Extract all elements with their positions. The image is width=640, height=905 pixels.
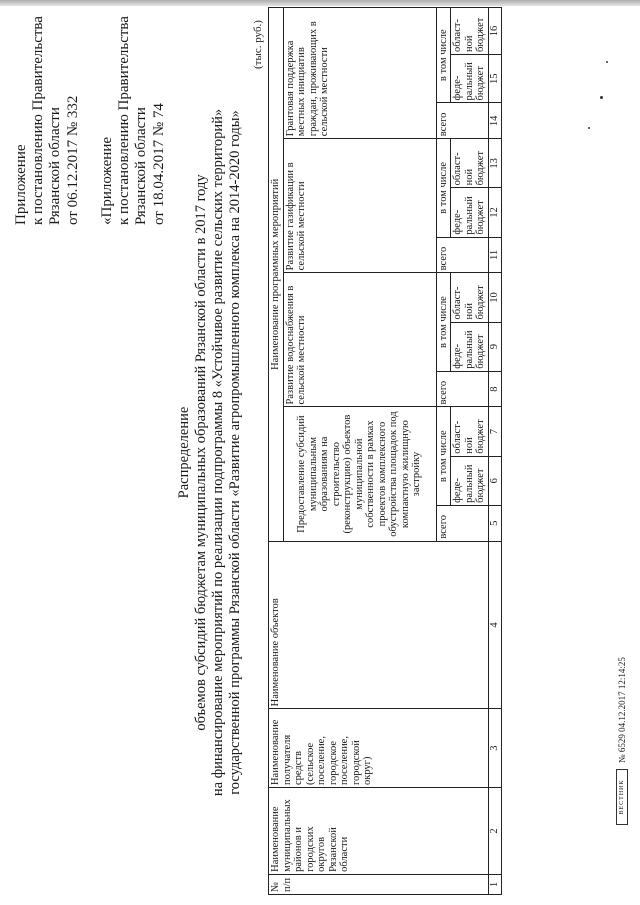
column-number: 8 <box>488 371 501 407</box>
col-header-including: в том числе <box>436 139 451 237</box>
document-subtitle: государственной программы Рязанской области «Развитие агропромышленного комплекса на 2014-2020 годы» <box>227 110 243 795</box>
column-number: 7 <box>488 407 501 456</box>
col-header-total: всего <box>436 505 488 541</box>
column-number-row <box>488 8 501 895</box>
column-number: 10 <box>488 273 501 322</box>
document-subtitle: на финансирование мероприятий по реализации подпрограммы 8 «Устойчивое развитие сельских территорий» <box>210 108 226 797</box>
appendix-line: к постановлению Правительства <box>116 16 132 225</box>
col-header-federal: феде-ральный бюджет <box>451 322 489 371</box>
subsidy-table <box>268 7 502 895</box>
col-header-recipient: Наименование получателя средств (сельское поселение, городское поселение, городской округ) <box>269 709 489 788</box>
column-number: 3 <box>488 709 501 788</box>
col-header-federal: феде-ральный бюджет <box>451 188 489 237</box>
col-header-including: в том числе <box>436 407 451 505</box>
group-header-gas: Развитие газификации в сельской местности <box>283 139 436 273</box>
col-header-district: Наименование муниципальных районов и городских округов Рязанской области <box>269 788 489 875</box>
col-header-objects: Наименование объектов <box>269 541 489 709</box>
column-number: 2 <box>488 788 501 875</box>
document-title: Распределение <box>176 406 192 499</box>
column-number: 5 <box>488 505 501 541</box>
col-header-including: в том числе <box>436 8 451 103</box>
col-header-regional: област-ной бюджет <box>451 407 489 456</box>
column-number: 13 <box>488 139 501 188</box>
column-number: 15 <box>488 55 501 103</box>
col-header-program: Наименование программных мероприятий <box>269 8 284 542</box>
col-header-regional: област-ной бюджет <box>451 8 489 55</box>
column-number: 12 <box>488 188 501 237</box>
group-header-grants: Грантовая поддержка местных инициатив граждан, проживающих в сельской местности <box>283 8 436 139</box>
col-header-regional: област-ной бюджет <box>451 273 489 322</box>
column-number: 11 <box>488 237 501 273</box>
col-header-including: в том числе <box>436 273 451 371</box>
group-header-housing: Предоставление субсидий муниципальным образованиям на строительство (реконструкцию) объектов муниципальной собственности в рамках проектов комплексного обустройства площадок под компактную жилищную застройку <box>283 407 436 541</box>
col-header-no: № п/п <box>269 874 489 894</box>
col-header-regional: област-ной бюджет <box>451 139 489 188</box>
appendix-line: от 06.12.2017 № 332 <box>65 95 81 225</box>
appendix-line: «Приложение <box>99 136 115 225</box>
appendix-line: Рязанской области <box>47 107 63 225</box>
units-label: (тыс. руб.) <box>252 20 264 69</box>
col-header-total: всего <box>436 103 488 139</box>
column-number: 4 <box>488 541 501 709</box>
col-header-federal: феде-ральный бюджет <box>451 55 489 103</box>
col-header-total: всего <box>436 237 488 273</box>
col-header-total: всего <box>436 371 488 407</box>
column-number: 9 <box>488 322 501 371</box>
scan-speck <box>600 96 603 99</box>
column-number: 1 <box>488 874 501 894</box>
col-header-federal: феде-ральный бюджет <box>451 456 489 505</box>
column-number: 14 <box>488 103 501 139</box>
appendix-line: Приложение <box>13 144 29 225</box>
scan-speck <box>588 127 590 129</box>
document-subtitle: объемов субсидий бюджетам муниципальных образований Рязанской области в 2017 году <box>193 174 209 731</box>
appendix-line: от 18.04.2017 № 74 <box>151 103 167 225</box>
column-number: 16 <box>488 8 501 55</box>
appendix-line: Рязанской области <box>133 107 149 225</box>
stamp-text: № 6529 04.12.2017 12:14:25 <box>617 657 627 763</box>
scan-speck <box>606 61 608 63</box>
header-row <box>269 8 284 895</box>
registration-stamp <box>616 657 628 825</box>
group-header-water: Развитие водоснабжения в сельской местности <box>283 273 436 407</box>
column-number: 6 <box>488 456 501 505</box>
appendix-line: к постановлению Правительства <box>30 16 46 225</box>
stamp-code: ВЕСТНИК <box>616 769 628 825</box>
